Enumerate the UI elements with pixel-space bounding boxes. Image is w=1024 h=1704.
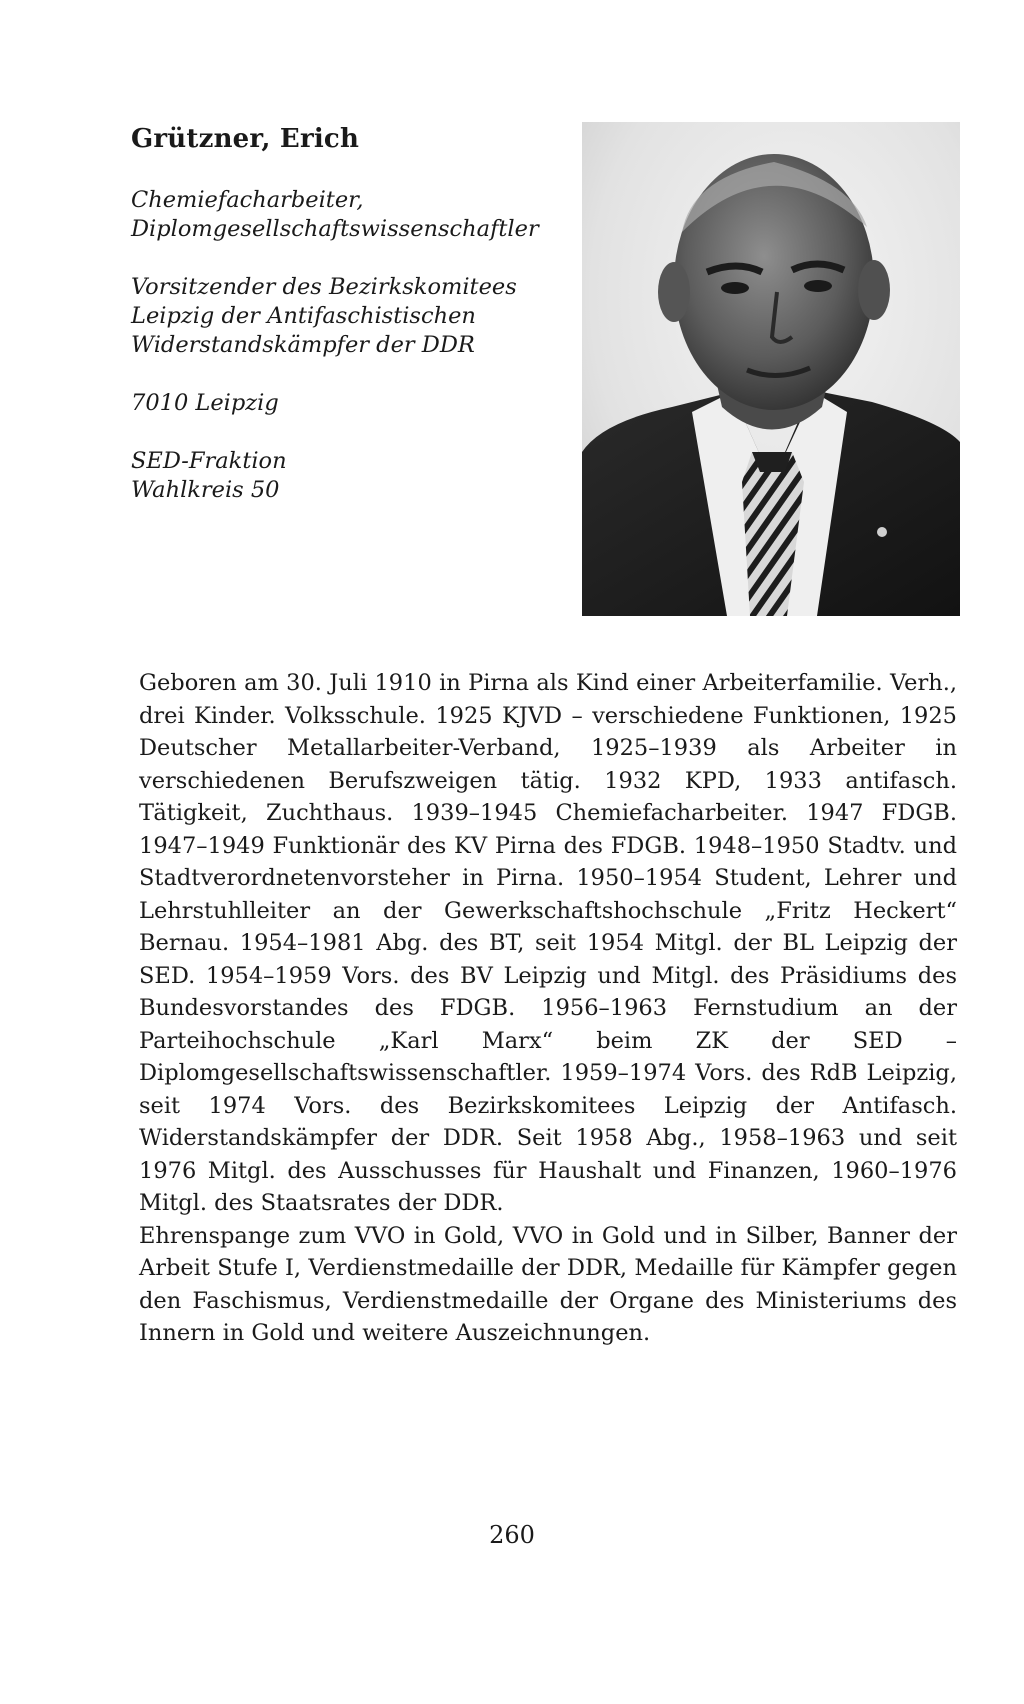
- address-line: 7010 Leipzig: [131, 390, 279, 416]
- position-line: Leipzig der Antifaschistischen: [131, 303, 476, 329]
- position-line: Vorsitzender des Bezirkskomitees: [131, 274, 517, 300]
- profession: [131, 186, 571, 244]
- profession-line: Diplomgesellschaftswissenschaftler: [131, 216, 539, 242]
- profession-line: Chemiefacharbeiter,: [131, 187, 364, 213]
- biography: [139, 667, 957, 1350]
- faction-line: SED-Fraktion: [131, 448, 287, 474]
- position-line: Widerstandskämpfer der DDR: [131, 332, 475, 358]
- entry-details: [131, 186, 571, 534]
- biography-text: Geboren am 30. Juli 1910 in Pirna als Kind einer Arbeiterfamilie. Verh., drei Kinder. Volksschule. 1925 KJVD – verschiedene Funktionen, 1925 Deutscher Metallarbeiter-Verband, 1925–1939 als Arbeiter in verschiedenen Berufszweigen tätig. 1932 KPD, 1933 antifasch. Tätigkeit, Zuchthaus. 1939–1945 Chemiefacharbeiter. 1947 FDGB. 1947–1949 Funktionär des KV Pirna des FDGB. 1948–1950 Stadtv. und Stadtverordnetenvorsteher in Pirna. 1950–1954 Student, Lehrer und Lehrstuhlleiter an der Gewerkschaftshochschule „Fritz Heckert“ Bernau. 1954–1981 Abg. des BT, seit 1954 Mitgl. der BL Leipzig der SED. 1954–1959 Vors. des BV Leipzig und Mitgl. des Präsidiums des Bundesvorstandes des FDGB. 1956–1963 Fernstudium an der Parteihochschule „Karl Marx“ beim ZK der SED – Diplomgesellschaftswissenschaftler. 1959–1974 Vors. des RdB Leipzig, seit 1974 Vors. des Bezirkskomitees Leipzig der Antifasch. Widerstandskämpfer der DDR. Seit 1958 Abg., 1958–1963 und seit 1976 Mitgl. des Ausschusses für Haushalt und Finanzen, 1960–1976 Mitgl. des Staatsrates der DDR.: [139, 670, 957, 1216]
- portrait-photo: [582, 122, 960, 616]
- position: [131, 273, 571, 360]
- person-name: Grützner, Erich: [131, 124, 360, 154]
- constituency-line: Wahlkreis 50: [131, 477, 280, 503]
- page-number: 260: [489, 1521, 535, 1549]
- awards-text: Ehrenspange zum VVO in Gold, VVO in Gold und in Silber, Banner der Arbeit Stufe I, Verdienstmedaille der DDR, Medaille für Kämpfer gegen den Faschismus, Verdienstmedaille der Organe des Ministeriums des Innern in Gold und weitere Auszeichnungen.: [139, 1222, 957, 1346]
- portrait-image: [582, 122, 960, 616]
- address: [131, 389, 571, 418]
- faction: [131, 447, 571, 505]
